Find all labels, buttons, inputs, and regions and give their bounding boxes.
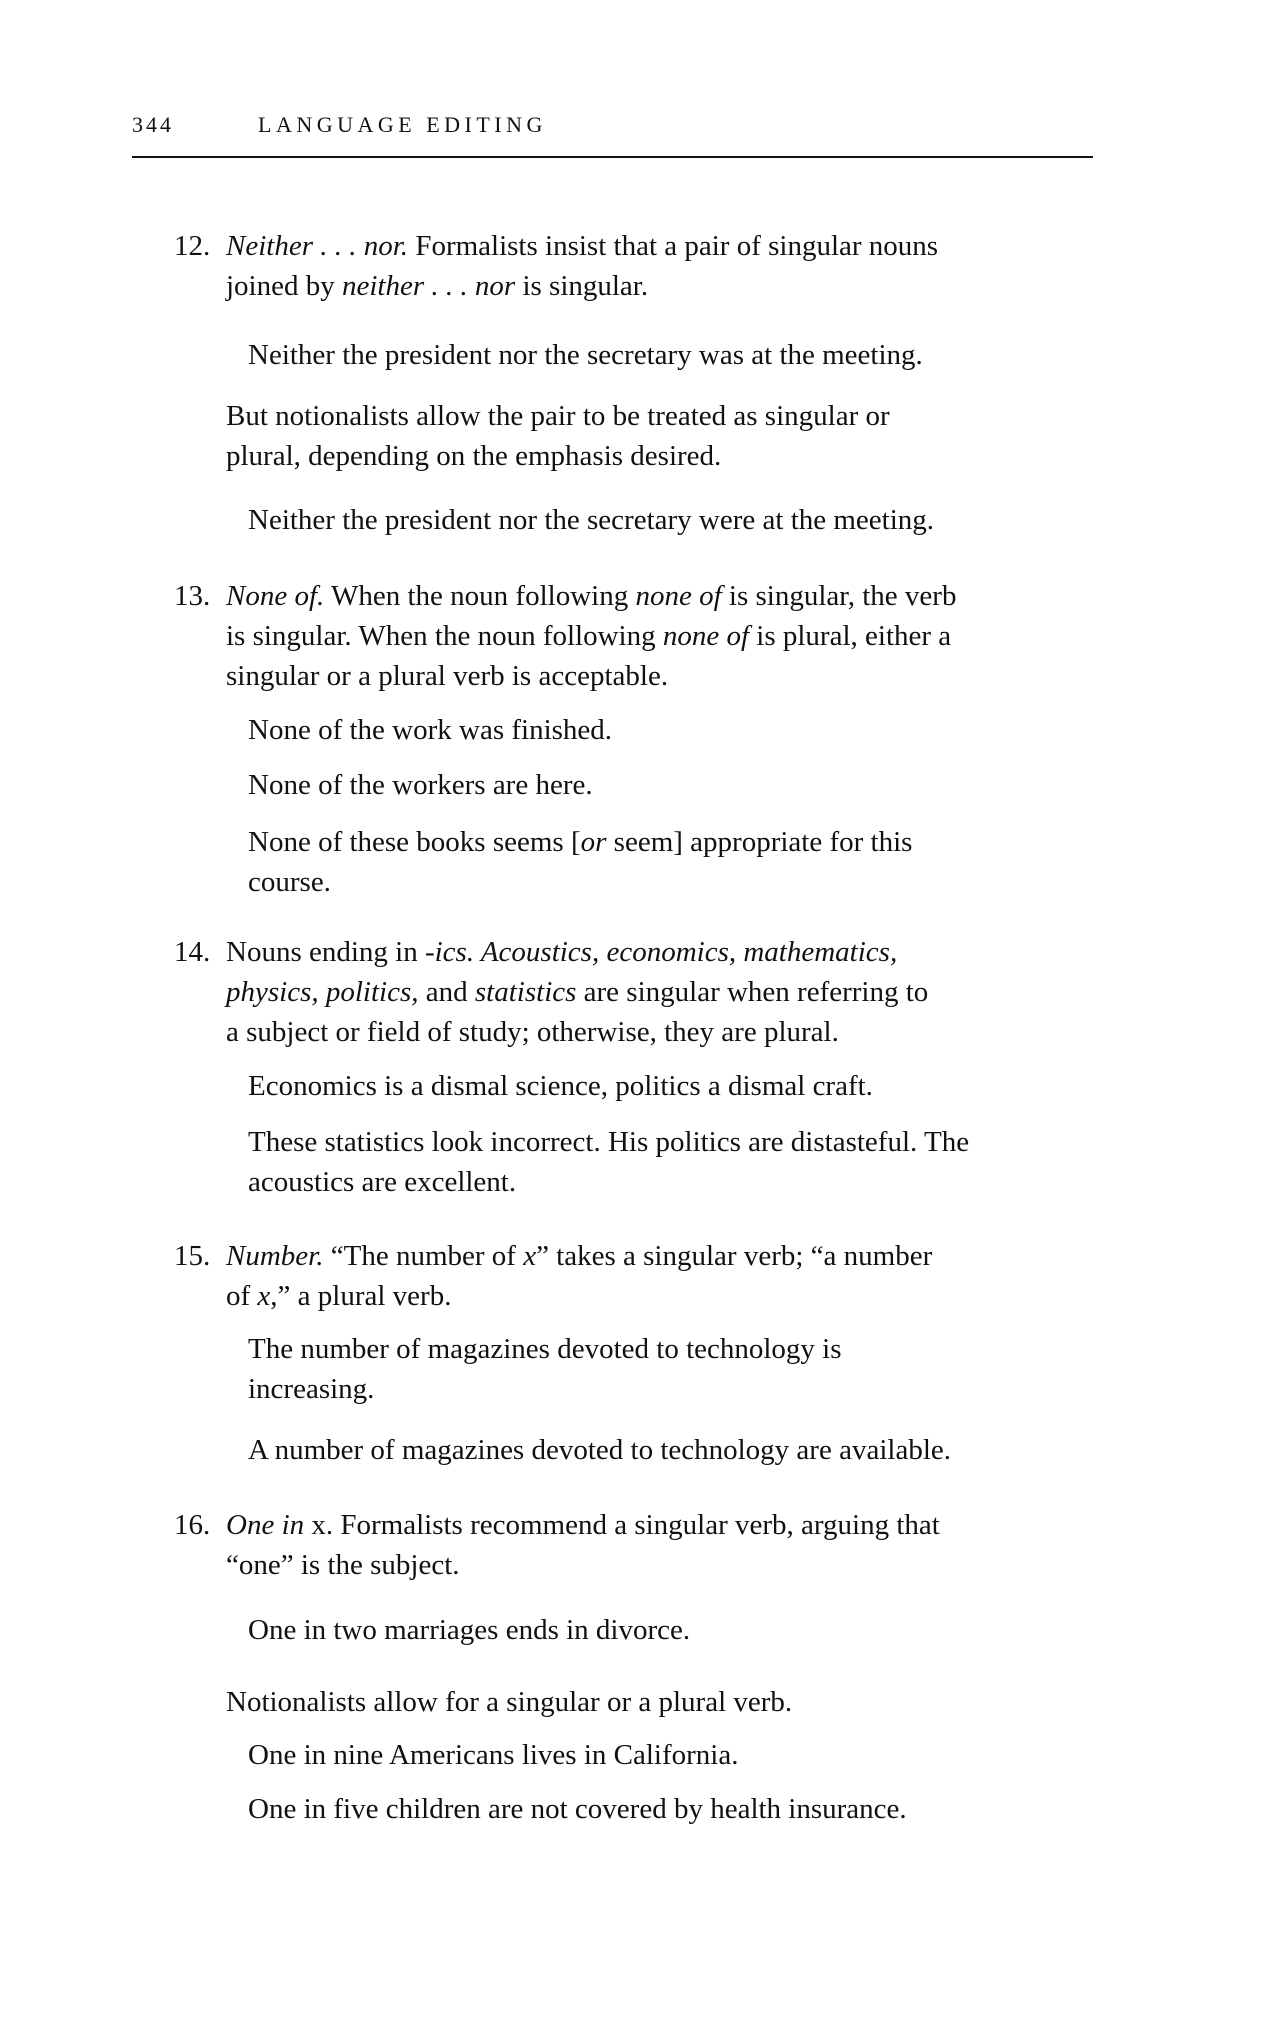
item-text: is singular. When the noun following	[226, 620, 663, 652]
item-term: Neither . . . nor.	[226, 230, 409, 262]
item-text: But notionalists allow the pair to be treated as singular or	[226, 400, 890, 432]
item-term: none of	[635, 580, 722, 612]
item-text: of	[226, 1280, 258, 1312]
item-text: Formalists insist that a pair of singular nouns	[408, 230, 939, 262]
example-sentence	[248, 1122, 1058, 1202]
running-head-title: LANGUAGE EDITING	[258, 112, 547, 137]
item-term: physics, politics,	[226, 976, 419, 1008]
example-sentence: Neither the president nor the secretary were at the meeting.	[248, 504, 935, 536]
page-number: 344	[132, 112, 174, 137]
item-term: One in	[226, 1509, 305, 1541]
example-sentence	[248, 822, 1058, 902]
item-paragraph	[226, 226, 1056, 306]
example-text: These statistics look incorrect. His politics are distasteful. The	[248, 1126, 970, 1158]
example-text: course.	[248, 866, 331, 898]
item-text: joined by	[226, 270, 342, 302]
example-text: seem] appropriate for this	[606, 826, 913, 858]
item-number: 14.	[174, 936, 211, 968]
item-paragraph	[226, 932, 1056, 1052]
item-number: 13.	[174, 580, 211, 612]
example-sentence: One in two marriages ends in divorce.	[248, 1614, 691, 1646]
item-number: 16.	[174, 1509, 211, 1541]
example-sentence: None of the workers are here.	[248, 769, 593, 801]
example-sentence: One in nine Americans lives in California.	[248, 1739, 739, 1771]
item-term: None of.	[226, 580, 325, 612]
item-term: statistics	[474, 976, 577, 1008]
item-variable: x	[257, 1280, 271, 1312]
item-text: “one” is the subject.	[226, 1549, 460, 1581]
item-paragraph	[226, 396, 1056, 476]
example-sentence: Economics is a dismal science, politics a dismal craft.	[248, 1070, 873, 1102]
item-term: neither . . . nor	[342, 270, 516, 302]
item-number: 12.	[174, 230, 211, 262]
item-text: a subject or field of study; otherwise, they are plural.	[226, 1016, 839, 1048]
example-text: acoustics are excellent.	[248, 1166, 517, 1198]
item-term: Number.	[226, 1240, 324, 1272]
example-term: or	[580, 826, 607, 858]
item-paragraph	[226, 1505, 1056, 1585]
item-paragraph	[226, 576, 1056, 696]
item-text: x. Formalists recommend a singular verb, arguing that	[304, 1509, 940, 1541]
item-text: plural, depending on the emphasis desired.	[226, 440, 722, 472]
example-sentence: One in five children are not covered by health insurance.	[248, 1793, 907, 1825]
item-text: are singular when referring to	[576, 976, 929, 1008]
item-paragraph	[226, 1236, 1056, 1316]
item-paragraph: Notionalists allow for a singular or a plural verb.	[226, 1686, 793, 1718]
item-text: singular or a plural verb is acceptable.	[226, 660, 669, 692]
example-text: None of these books seems [	[248, 826, 581, 858]
example-sentence: None of the work was finished.	[248, 714, 613, 746]
item-variable: x	[523, 1240, 537, 1272]
item-text: ,” a plural verb.	[270, 1280, 452, 1312]
item-text: is singular, the verb	[721, 580, 957, 612]
item-text: “The number of	[323, 1240, 524, 1272]
item-text: is singular.	[515, 270, 649, 302]
item-text: When the noun following	[324, 580, 636, 612]
running-head	[132, 112, 1093, 158]
item-number: 15.	[174, 1240, 211, 1272]
item-text: Nouns ending in	[226, 936, 425, 968]
item-text: and	[418, 976, 475, 1008]
item-text: is plural, either a	[749, 620, 952, 652]
item-term: -ics. Acoustics, economics, mathematics,	[424, 936, 898, 968]
example-text: increasing.	[248, 1373, 375, 1405]
item-text: ” takes a singular verb; “a number	[536, 1240, 933, 1272]
example-text: The number of magazines devoted to technology is	[248, 1333, 842, 1365]
example-sentence	[248, 1329, 1058, 1409]
example-sentence: A number of magazines devoted to technology are available.	[248, 1434, 951, 1466]
example-sentence: Neither the president nor the secretary was at the meeting.	[248, 339, 923, 371]
item-term: none of	[662, 620, 750, 652]
